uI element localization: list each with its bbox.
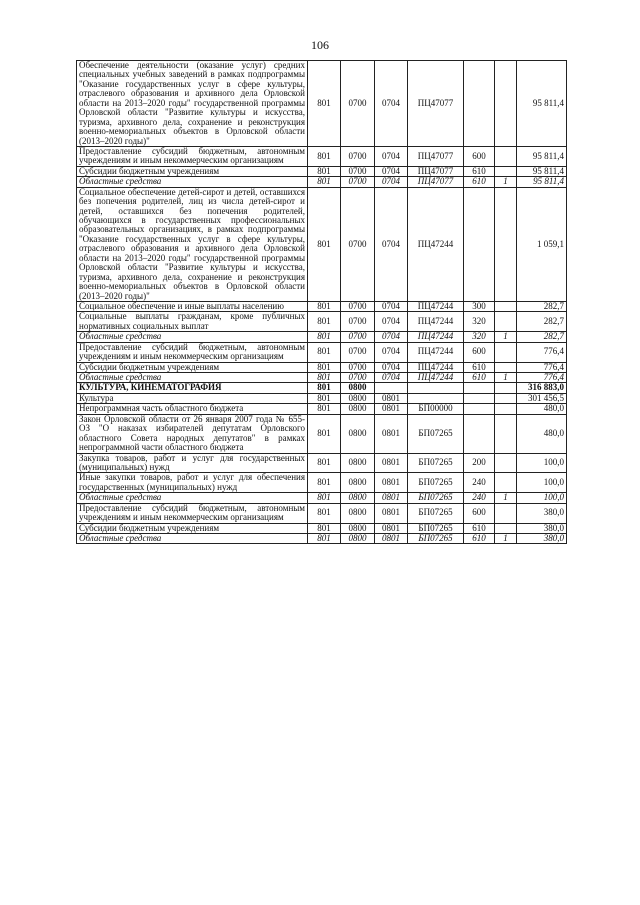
- table-row: [77, 503, 567, 523]
- row-expense-type: 610: [464, 373, 495, 383]
- row-funding-source: [495, 404, 517, 414]
- row-name: Социальные выплаты гражданам, кроме публичных нормативных социальных выплат: [77, 312, 308, 332]
- row-funding-source: [495, 362, 517, 372]
- row-subsection-code: 0704: [375, 312, 408, 332]
- row-amount: 480,0: [517, 404, 567, 414]
- table-row: [77, 493, 567, 503]
- row-funding-source: [495, 187, 517, 301]
- row-section-code: 0800: [341, 383, 375, 393]
- row-grbs-code: 801: [308, 362, 341, 372]
- row-funding-source: [495, 342, 517, 362]
- table-row: [77, 414, 567, 453]
- row-section-code: 0800: [341, 503, 375, 523]
- row-section-code: 0800: [341, 493, 375, 503]
- row-name: Непрограммная часть областного бюджета: [77, 404, 308, 414]
- row-expense-type: 610: [464, 523, 495, 533]
- row-subsection-code: 0801: [375, 453, 408, 473]
- row-name: Социальное обеспечение и иные выплаты населению: [77, 301, 308, 311]
- row-funding-source: [495, 61, 517, 147]
- row-target-article: ПЦ47077: [408, 146, 464, 166]
- table-row: [77, 534, 567, 544]
- row-section-code: 0700: [341, 312, 375, 332]
- row-expense-type: [464, 404, 495, 414]
- row-funding-source: 1: [495, 534, 517, 544]
- row-grbs-code: 801: [308, 301, 341, 311]
- row-name: Областные средства: [77, 332, 308, 342]
- row-amount: 380,0: [517, 523, 567, 533]
- row-expense-type: 610: [464, 177, 495, 187]
- row-amount: 282,7: [517, 301, 567, 311]
- row-section-code: 0700: [341, 61, 375, 147]
- row-expense-type: 240: [464, 473, 495, 493]
- row-name: Областные средства: [77, 373, 308, 383]
- row-expense-type: 600: [464, 342, 495, 362]
- row-grbs-code: 801: [308, 404, 341, 414]
- row-expense-type: 200: [464, 453, 495, 473]
- table-row: [77, 146, 567, 166]
- row-section-code: 0800: [341, 414, 375, 453]
- row-target-article: БП07265: [408, 493, 464, 503]
- row-name: КУЛЬТУРА, КИНЕМАТОГРАФИЯ: [77, 383, 308, 393]
- row-amount: 95 811,4: [517, 146, 567, 166]
- row-target-article: ПЦ47244: [408, 312, 464, 332]
- row-grbs-code: 801: [308, 493, 341, 503]
- row-section-code: 0800: [341, 404, 375, 414]
- row-subsection-code: 0801: [375, 414, 408, 453]
- row-name: Социальное обеспечение детей-сирот и детей, оставшихся без попечения родителей, лиц из числа детей-сирот и детей, оставшихся без попечения родителей, обучающихся в государственных профессиональных образовательных организациях, в рамках подпрограммы "Оказание государственных услуг в сфере культуры, отраслевого образования и архивного дела Орловской области на 2013–2020 годы" государственной программы Орловской области "Развитие культуры и искусства, туризма, архивного дела, сохранение и реконструкция военно-мемориальных объектов в Орловской области (2013–2020 годы)": [77, 187, 308, 301]
- row-name: Закупка товаров, работ и услуг для государственных (муниципальных) нужд: [77, 453, 308, 473]
- row-amount: 480,0: [517, 414, 567, 453]
- row-target-article: ПЦ47244: [408, 187, 464, 301]
- row-expense-type: 610: [464, 362, 495, 372]
- row-target-article: БП07265: [408, 523, 464, 533]
- row-subsection-code: 0801: [375, 503, 408, 523]
- row-expense-type: [464, 414, 495, 453]
- row-funding-source: [495, 312, 517, 332]
- row-name: Субсидии бюджетным учреждениям: [77, 166, 308, 176]
- table-row: [77, 373, 567, 383]
- row-section-code: 0700: [341, 187, 375, 301]
- row-subsection-code: 0704: [375, 187, 408, 301]
- row-amount: 1 059,1: [517, 187, 567, 301]
- row-section-code: 0700: [341, 146, 375, 166]
- row-amount: 776,4: [517, 373, 567, 383]
- row-expense-type: 240: [464, 493, 495, 503]
- row-funding-source: 1: [495, 493, 517, 503]
- row-expense-type: [464, 383, 495, 393]
- row-target-article: ПЦ47244: [408, 362, 464, 372]
- row-name: Иные закупки товаров, работ и услуг для обеспечения государственных (муниципальных) нужд: [77, 473, 308, 493]
- row-section-code: 0800: [341, 393, 375, 403]
- row-section-code: 0800: [341, 523, 375, 533]
- row-section-code: 0700: [341, 362, 375, 372]
- row-section-code: 0800: [341, 534, 375, 544]
- row-expense-type: 320: [464, 312, 495, 332]
- table-row: [77, 393, 567, 403]
- row-funding-source: [495, 146, 517, 166]
- row-section-code: 0700: [341, 342, 375, 362]
- row-name: Закон Орловской области от 26 января 2007 года № 655-ОЗ "О наказах избирателей депутатам Орловского областного Совета народных депутатов" в рамках непрограммной части областного бюджета: [77, 414, 308, 453]
- row-target-article: БП07265: [408, 453, 464, 473]
- row-funding-source: 1: [495, 177, 517, 187]
- row-subsection-code: 0801: [375, 393, 408, 403]
- row-section-code: 0700: [341, 177, 375, 187]
- page-number: 106: [311, 38, 329, 52]
- row-subsection-code: [375, 383, 408, 393]
- row-name: Субсидии бюджетным учреждениям: [77, 523, 308, 533]
- row-funding-source: [495, 414, 517, 453]
- row-grbs-code: 801: [308, 534, 341, 544]
- row-subsection-code: 0704: [375, 373, 408, 383]
- row-subsection-code: 0704: [375, 166, 408, 176]
- row-expense-type: 300: [464, 301, 495, 311]
- row-subsection-code: 0801: [375, 404, 408, 414]
- row-funding-source: 1: [495, 332, 517, 342]
- row-grbs-code: 801: [308, 312, 341, 332]
- row-expense-type: 600: [464, 146, 495, 166]
- row-grbs-code: 801: [308, 332, 341, 342]
- row-expense-type: [464, 187, 495, 301]
- row-name: Областные средства: [77, 493, 308, 503]
- row-target-article: [408, 383, 464, 393]
- row-expense-type: 600: [464, 503, 495, 523]
- row-expense-type: [464, 61, 495, 147]
- row-amount: 100,0: [517, 493, 567, 503]
- row-expense-type: 610: [464, 166, 495, 176]
- row-expense-type: [464, 393, 495, 403]
- row-amount: 95 811,4: [517, 166, 567, 176]
- table-row: [77, 301, 567, 311]
- row-grbs-code: 801: [308, 414, 341, 453]
- row-amount: 776,4: [517, 342, 567, 362]
- row-target-article: БП07265: [408, 534, 464, 544]
- row-subsection-code: 0704: [375, 146, 408, 166]
- row-grbs-code: 801: [308, 166, 341, 176]
- table-row: [77, 166, 567, 176]
- row-target-article: [408, 393, 464, 403]
- budget-table: [76, 60, 567, 544]
- row-amount: 380,0: [517, 534, 567, 544]
- row-section-code: 0700: [341, 332, 375, 342]
- row-amount: 776,4: [517, 362, 567, 372]
- row-funding-source: [495, 301, 517, 311]
- row-name: Обеспечение деятельности (оказание услуг) средних специальных учебных заведений в рамках подпрограммы "Оказание государственных услуг в сфере культуры, отраслевого образования и архивного дела Орловской области на 2013–2020 годы" государственной программы Орловской области "Развитие культуры и искусства, туризма, архивного дела, сохранение и реконструкция военно-мемориальных объектов в Орловской области (2013–2020 годы)": [77, 61, 308, 147]
- row-grbs-code: 801: [308, 473, 341, 493]
- row-subsection-code: 0704: [375, 301, 408, 311]
- table-row: [77, 362, 567, 372]
- table-row: [77, 404, 567, 414]
- row-name: Культура: [77, 393, 308, 403]
- table-row: [77, 312, 567, 332]
- row-subsection-code: 0801: [375, 473, 408, 493]
- row-name: Предоставление субсидий бюджетным, автономным учреждениям и иным некоммерческим организациям: [77, 503, 308, 523]
- row-subsection-code: 0704: [375, 342, 408, 362]
- row-funding-source: [495, 473, 517, 493]
- row-funding-source: [495, 383, 517, 393]
- row-grbs-code: 801: [308, 373, 341, 383]
- row-subsection-code: 0801: [375, 523, 408, 533]
- table-row: [77, 473, 567, 493]
- table-row: [77, 523, 567, 533]
- table-row: [77, 332, 567, 342]
- row-subsection-code: 0704: [375, 177, 408, 187]
- row-target-article: ПЦ47244: [408, 373, 464, 383]
- row-subsection-code: 0801: [375, 493, 408, 503]
- row-amount: 95 811,4: [517, 177, 567, 187]
- row-amount: 100,0: [517, 473, 567, 493]
- row-grbs-code: 801: [308, 503, 341, 523]
- row-funding-source: [495, 523, 517, 533]
- row-grbs-code: 801: [308, 146, 341, 166]
- row-grbs-code: 801: [308, 383, 341, 393]
- row-target-article: ПЦ47244: [408, 332, 464, 342]
- row-grbs-code: 801: [308, 523, 341, 533]
- row-target-article: БП07265: [408, 414, 464, 453]
- row-section-code: 0800: [341, 453, 375, 473]
- budget-table-body: [77, 61, 567, 544]
- row-grbs-code: 801: [308, 453, 341, 473]
- row-section-code: 0700: [341, 373, 375, 383]
- row-name: Субсидии бюджетным учреждениям: [77, 362, 308, 372]
- table-row: [77, 383, 567, 393]
- row-funding-source: 1: [495, 373, 517, 383]
- row-target-article: ПЦ47077: [408, 166, 464, 176]
- row-target-article: БП00000: [408, 404, 464, 414]
- table-row: [77, 177, 567, 187]
- table-row: [77, 342, 567, 362]
- row-expense-type: 610: [464, 534, 495, 544]
- row-grbs-code: 801: [308, 177, 341, 187]
- table-row: [77, 61, 567, 147]
- row-funding-source: [495, 503, 517, 523]
- row-amount: 95 811,4: [517, 61, 567, 147]
- row-amount: 282,7: [517, 312, 567, 332]
- table-row: [77, 453, 567, 473]
- row-name: Областные средства: [77, 177, 308, 187]
- row-target-article: БП07265: [408, 473, 464, 493]
- row-funding-source: [495, 393, 517, 403]
- row-funding-source: [495, 453, 517, 473]
- row-subsection-code: 0704: [375, 332, 408, 342]
- row-amount: 282,7: [517, 332, 567, 342]
- row-section-code: 0700: [341, 301, 375, 311]
- row-amount: 380,0: [517, 503, 567, 523]
- row-grbs-code: 801: [308, 187, 341, 301]
- row-grbs-code: 801: [308, 61, 341, 147]
- row-subsection-code: 0704: [375, 61, 408, 147]
- row-target-article: ПЦ47077: [408, 61, 464, 147]
- row-target-article: ПЦ47244: [408, 342, 464, 362]
- row-target-article: БП07265: [408, 503, 464, 523]
- table-row: [77, 187, 567, 301]
- row-section-code: 0800: [341, 473, 375, 493]
- row-amount: 100,0: [517, 453, 567, 473]
- row-funding-source: [495, 166, 517, 176]
- row-amount: 301 456,5: [517, 393, 567, 403]
- row-subsection-code: 0801: [375, 534, 408, 544]
- row-expense-type: 320: [464, 332, 495, 342]
- row-target-article: ПЦ47077: [408, 177, 464, 187]
- row-name: Предоставление субсидий бюджетным, автономным учреждениям и иным некоммерческим организациям: [77, 146, 308, 166]
- row-name: Предоставление субсидий бюджетным, автономным учреждениям и иным некоммерческим организациям: [77, 342, 308, 362]
- row-name: Областные средства: [77, 534, 308, 544]
- row-section-code: 0700: [341, 166, 375, 176]
- row-amount: 316 883,0: [517, 383, 567, 393]
- row-subsection-code: 0704: [375, 362, 408, 372]
- row-grbs-code: 801: [308, 342, 341, 362]
- row-grbs-code: 801: [308, 393, 341, 403]
- row-target-article: ПЦ47244: [408, 301, 464, 311]
